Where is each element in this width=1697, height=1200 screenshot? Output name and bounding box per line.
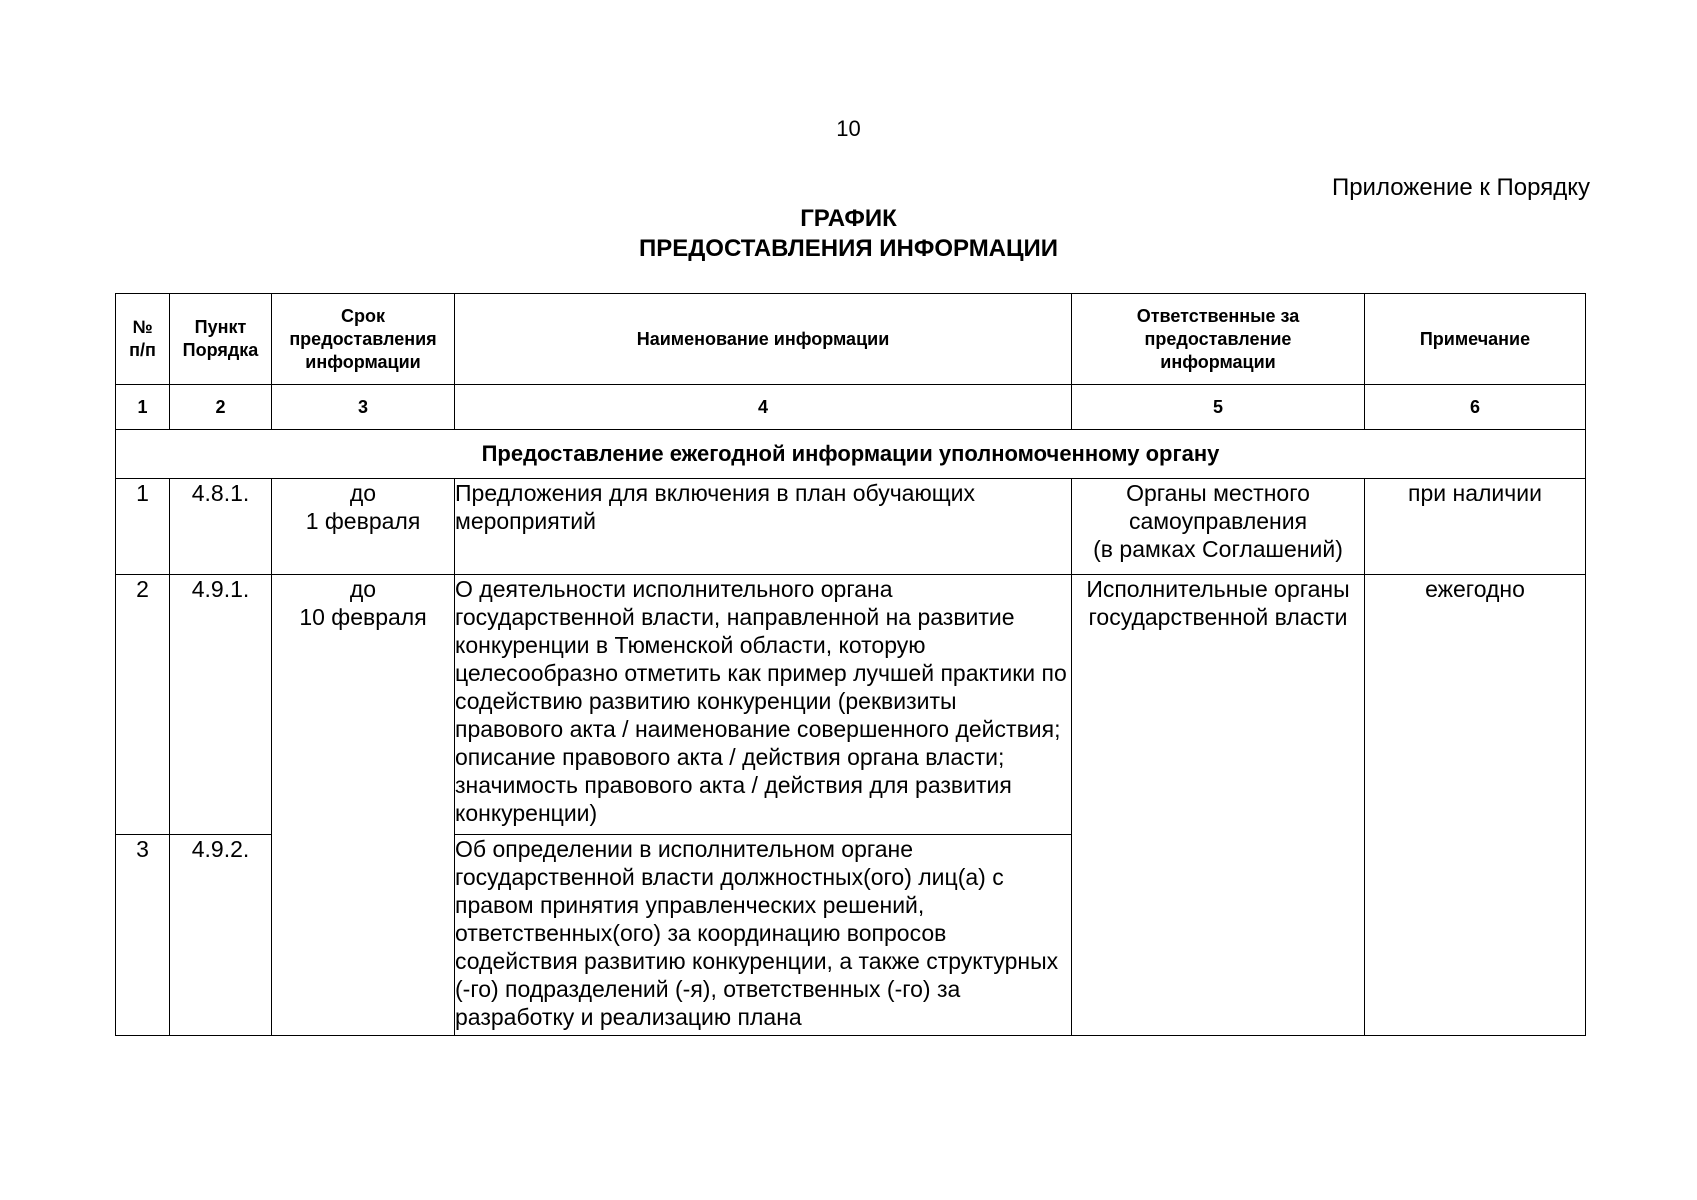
row-responsible: Исполнительные органы государственной власти [1072, 575, 1365, 1036]
header-note: Примечание [1365, 294, 1586, 385]
row-note: ежегодно [1365, 575, 1586, 1036]
header-number: № п/п [116, 294, 170, 385]
section-title: Предоставление ежегодной информации уполномоченному органу [116, 430, 1586, 479]
table-row [116, 575, 1586, 835]
section-row [116, 430, 1586, 479]
header-point: Пункт Порядка [170, 294, 272, 385]
appendix-label: Приложение к Порядку [1331, 174, 1590, 201]
column-number: 1 [116, 385, 170, 430]
row-point: 4.9.2. [170, 835, 272, 1036]
row-number: 1 [116, 479, 170, 575]
document-title [0, 204, 1697, 264]
row-deadline: до 10 февраля [272, 575, 455, 1036]
row-deadline: до 1 февраля [272, 479, 455, 575]
column-number: 3 [272, 385, 455, 430]
column-number: 2 [170, 385, 272, 430]
table-row [116, 479, 1586, 575]
title-line-2: ПРЕДОСТАВЛЕНИЯ ИНФОРМАЦИИ [638, 235, 1059, 262]
row-point: 4.9.1. [170, 575, 272, 835]
row-note: при наличии [1365, 479, 1586, 575]
column-number: 6 [1365, 385, 1586, 430]
row-info-name: Предложения для включения в план обучающих мероприятий [455, 479, 1072, 575]
header-row [116, 294, 1586, 385]
column-number: 5 [1072, 385, 1365, 430]
row-number: 3 [116, 835, 170, 1036]
row-responsible: Органы местного самоуправления (в рамках Соглашений) [1072, 479, 1365, 575]
header-responsible: Ответственные за предоставление информации [1072, 294, 1365, 385]
row-point: 4.8.1. [170, 479, 272, 575]
page-number: 10 [836, 116, 861, 141]
header-info-name: Наименование информации [455, 294, 1072, 385]
title-line-1: ГРАФИК [800, 205, 897, 232]
column-number: 4 [455, 385, 1072, 430]
schedule-table [115, 293, 1586, 1036]
header-deadline: Срок предоставления информации [272, 294, 455, 385]
row-number: 2 [116, 575, 170, 835]
row-info-name: Об определении в исполнительном органе государственной власти должностных(ого) лиц(а) с правом принятия управленческих решений, ответственных(ого) за координацию вопросов содействия развитию конкуренции, а также структурных (-го) подразделений (-я), ответственных (-го) за разработку и реализацию плана [455, 835, 1072, 1036]
column-number-row [116, 385, 1586, 430]
row-info-name: О деятельности исполнительного органа государственной власти, направленной на развитие конкуренции в Тюменской области, которую целесообразно отметить как пример лучшей практики по содействию развитию конкуренции (реквизиты правового акта / наименование совершенного действия; описание правового акта / действия органа власти; значимость правового акта / действия для развития конкуренции) [455, 575, 1072, 835]
